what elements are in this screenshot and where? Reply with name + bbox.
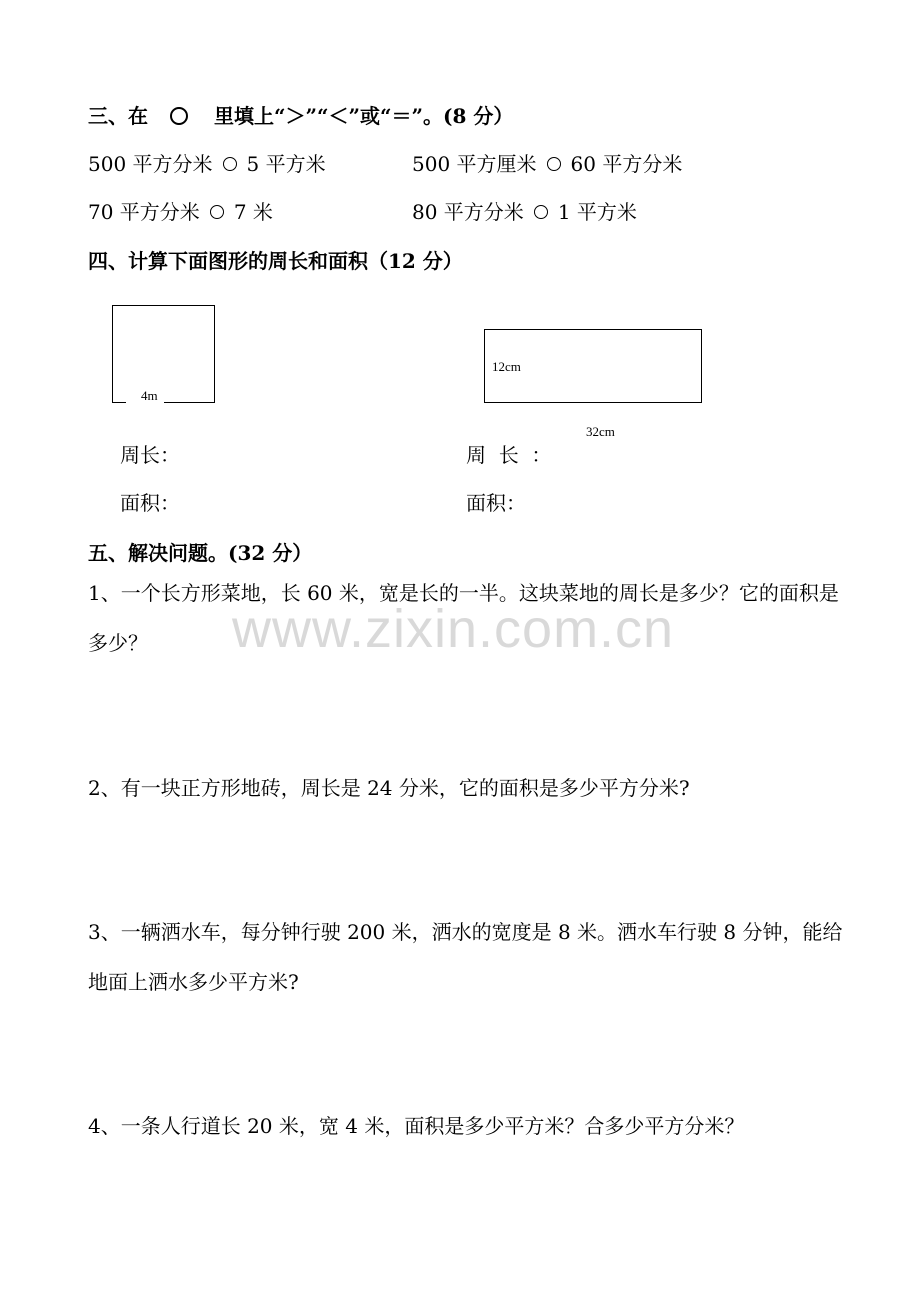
compare-item-1 <box>88 148 326 177</box>
compare-right: 7 米 <box>233 200 273 224</box>
section3-heading <box>88 100 513 129</box>
compare-left: 500 平方厘米 <box>412 152 537 176</box>
compare-item-2 <box>412 148 682 177</box>
rectangle-width-label: 32cm <box>586 424 615 439</box>
circle-icon <box>170 107 188 125</box>
rectangle-perimeter-label: 周 长 ： <box>466 443 552 467</box>
section3-heading-prefix: 三、在 <box>88 104 148 128</box>
compare-item-3 <box>88 196 273 225</box>
compare-item-4 <box>412 196 637 225</box>
square-area-label: 面积： <box>120 491 180 515</box>
compare-left: 70 平方分米 <box>88 200 200 224</box>
compare-right: 1 平方米 <box>557 200 637 224</box>
square-side-label: 4m <box>141 388 158 403</box>
section5-heading: 五、解决问题。(32 分） <box>88 541 313 565</box>
compare-left: 500 平方分米 <box>88 152 213 176</box>
section3-heading-suffix: 里填上“＞”“＜”或“＝”。(8 分） <box>214 104 514 128</box>
rectangle-area-label: 面积： <box>466 491 526 515</box>
answer-circle-icon <box>534 205 548 219</box>
problem-4: 4、一条人行道长 20 米，宽 4 米，面积是多少平方米？合多少平方分米？ <box>88 1114 745 1138</box>
answer-circle-icon <box>547 157 561 171</box>
problem-3: 3、一辆洒水车，每分钟行驶 200 米，洒水的宽度是 8 米。洒水车行驶 8 分钟，能给地面上洒水多少平方米? <box>88 920 843 994</box>
square-figure <box>112 305 215 403</box>
watermark: www.zixin.com.cn <box>232 599 675 659</box>
compare-right: 60 平方分米 <box>570 152 683 176</box>
compare-right: 5 平方米 <box>246 152 326 176</box>
section4-heading: 四、计算下面图形的周长和面积（12 分） <box>88 249 463 273</box>
compare-left: 80 平方分米 <box>412 200 524 224</box>
answer-circle-icon <box>210 205 224 219</box>
square-perimeter-label: 周长： <box>120 443 180 467</box>
problem-2: 2、有一块正方形地砖，周长是 24 分米，它的面积是多少平方分米? <box>88 776 690 800</box>
problem-1: 1、一个长方形菜地，长 60 米，宽是长的一半。这块菜地的周长是多少？它的面积是多少？ <box>88 581 839 655</box>
rectangle-height-label: 12cm <box>492 359 521 374</box>
square-bottom-edge-right <box>164 402 215 403</box>
square-bottom-edge-left <box>112 402 126 403</box>
answer-circle-icon <box>223 157 237 171</box>
